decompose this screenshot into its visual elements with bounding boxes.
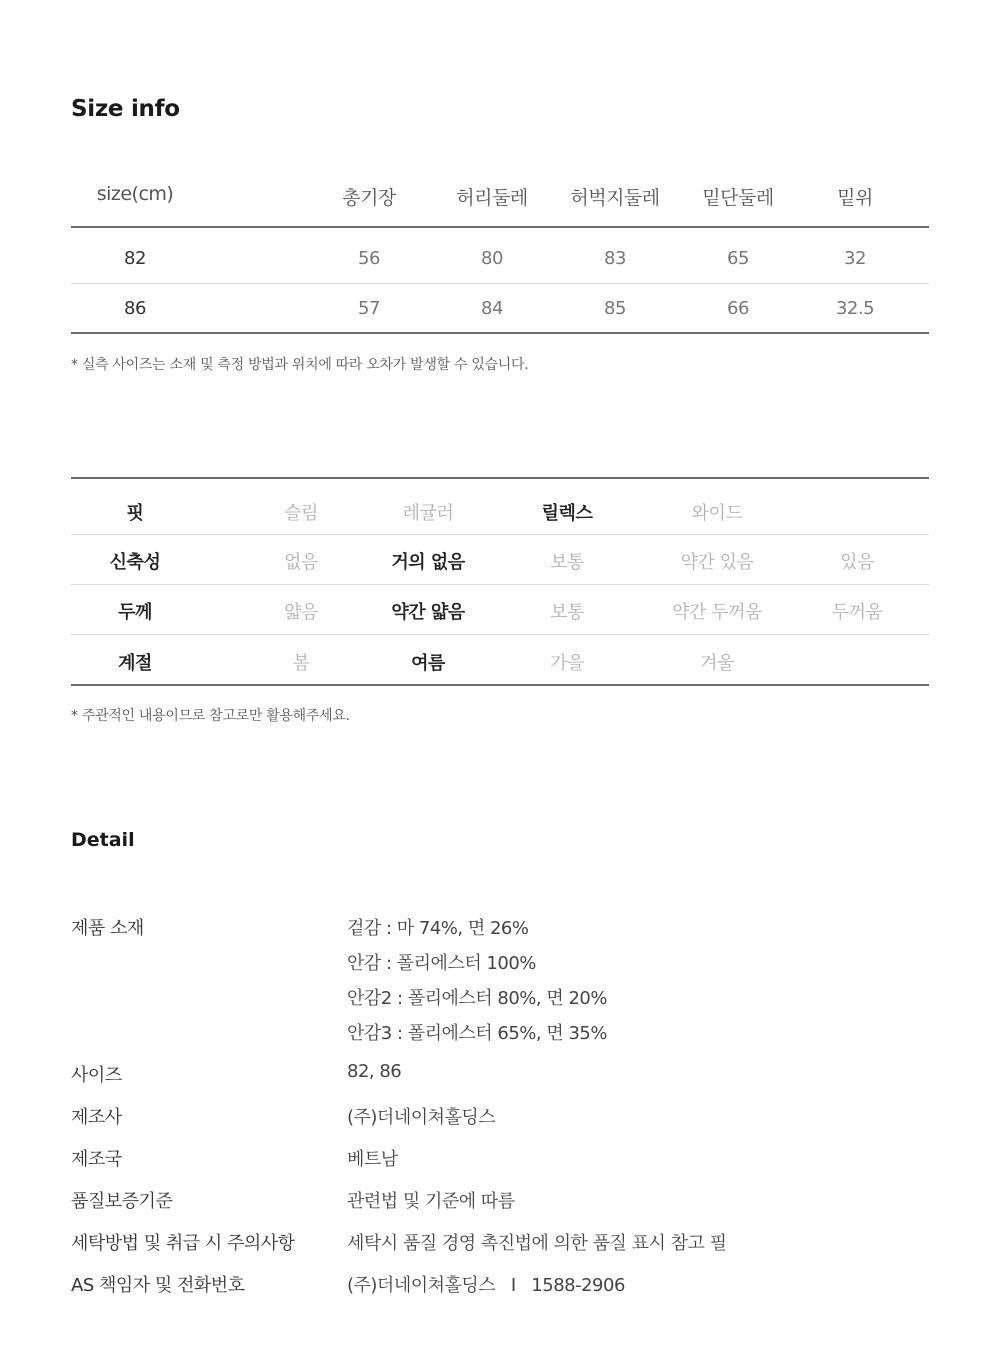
- detail-label-country: 제조국: [71, 1149, 122, 1170]
- row-divider: [71, 283, 929, 284]
- header-thigh: 허벅지둘레: [570, 187, 660, 209]
- header-hem: 밑단둘레: [702, 187, 774, 209]
- value-cell: 56: [358, 248, 380, 269]
- value-cell: 57: [358, 298, 380, 319]
- material-line: 겉감 : 마 74%, 면 26%: [347, 918, 529, 939]
- fit-option: 와이드: [691, 503, 743, 524]
- fit-note: * 주관적인 내용이므로 참고로만 활용해주세요.: [71, 708, 350, 724]
- detail-label-material: 제품 소재: [71, 918, 144, 939]
- header-rise: 밑위: [837, 187, 873, 209]
- fit-option: 여름: [411, 653, 445, 674]
- detail-label-size: 사이즈: [71, 1065, 122, 1086]
- fit-option: 슬림: [284, 503, 318, 524]
- material-line: 안감2 : 폴리에스터 80%, 면 20%: [347, 988, 607, 1009]
- detail-value-manufacturer: (주)더네이쳐홀딩스: [347, 1107, 496, 1128]
- fit-option: 릴렉스: [541, 503, 593, 524]
- value-cell: 66: [727, 298, 749, 319]
- fit-row-label: 계절: [118, 653, 152, 674]
- value-cell: 32.5: [835, 298, 875, 319]
- fit-row-label: 핏: [126, 503, 144, 524]
- value-cell: 84: [481, 298, 503, 319]
- size-table-header-divider: [71, 226, 929, 228]
- fit-option: 봄: [292, 653, 310, 674]
- fit-option: 있음: [840, 552, 874, 573]
- value-cell: 80: [481, 248, 503, 269]
- fit-option: 약간 얇음: [391, 602, 465, 623]
- row-divider: [71, 584, 929, 585]
- detail-value-quality: 관련법 및 기준에 따름: [347, 1191, 515, 1212]
- fit-option: 가을: [550, 653, 584, 674]
- detail-value-size: 82, 86: [347, 1061, 402, 1082]
- fit-option: 약간 두꺼움: [672, 602, 762, 623]
- fit-option: 겨울: [700, 653, 734, 674]
- fit-table-top-border: [71, 477, 929, 479]
- value-cell: 32: [844, 248, 866, 269]
- detail-value-country: 베트남: [347, 1149, 398, 1170]
- fit-option: 거의 없음: [391, 552, 465, 573]
- detail-value-washing: 세탁시 품질 경영 촉진법에 의한 품질 표시 참고 필: [347, 1233, 727, 1254]
- fit-option: 두꺼움: [831, 602, 883, 623]
- detail-label-manufacturer: 제조사: [71, 1107, 122, 1128]
- header-total-length: 총기장: [342, 187, 396, 209]
- value-cell: 83: [604, 248, 626, 269]
- fit-row-label: 두께: [118, 602, 152, 623]
- fit-table-bottom-border: [71, 684, 929, 686]
- detail-label-washing: 세탁방법 및 취급 시 주의사항: [71, 1233, 295, 1254]
- detail-label-quality: 품질보증기준: [71, 1191, 173, 1212]
- size-cell: 86: [124, 298, 146, 319]
- fit-option: 약간 있음: [680, 552, 754, 573]
- size-cell: 82: [124, 248, 146, 269]
- fit-option: 레귤러: [402, 503, 454, 524]
- fit-option: 없음: [284, 552, 318, 573]
- row-divider: [71, 534, 929, 535]
- fit-option: 보통: [550, 552, 584, 573]
- fit-row-label: 신축성: [109, 552, 161, 573]
- size-note: * 실측 사이즈는 소재 및 측정 방법과 위치에 따라 오차가 발생할 수 있습니다.: [71, 357, 529, 373]
- row-divider: [71, 634, 929, 635]
- detail-title: Detail: [71, 829, 135, 851]
- value-cell: 85: [604, 298, 626, 319]
- size-info-title: Size info: [71, 96, 180, 122]
- header-waist: 허리둘레: [456, 187, 528, 209]
- size-table-bottom-border: [71, 332, 929, 334]
- value-cell: 65: [727, 248, 749, 269]
- material-line: 안감 : 폴리에스터 100%: [347, 953, 536, 974]
- header-size: size(cm): [96, 183, 174, 205]
- fit-option: 보통: [550, 602, 584, 623]
- material-line: 안감3 : 폴리에스터 65%, 면 35%: [347, 1023, 607, 1044]
- fit-option: 얇음: [284, 602, 318, 623]
- detail-label-as: AS 책임자 및 전화번호: [71, 1275, 245, 1296]
- detail-value-as: (주)더네이쳐홀딩스 I 1588-2906: [347, 1275, 625, 1296]
